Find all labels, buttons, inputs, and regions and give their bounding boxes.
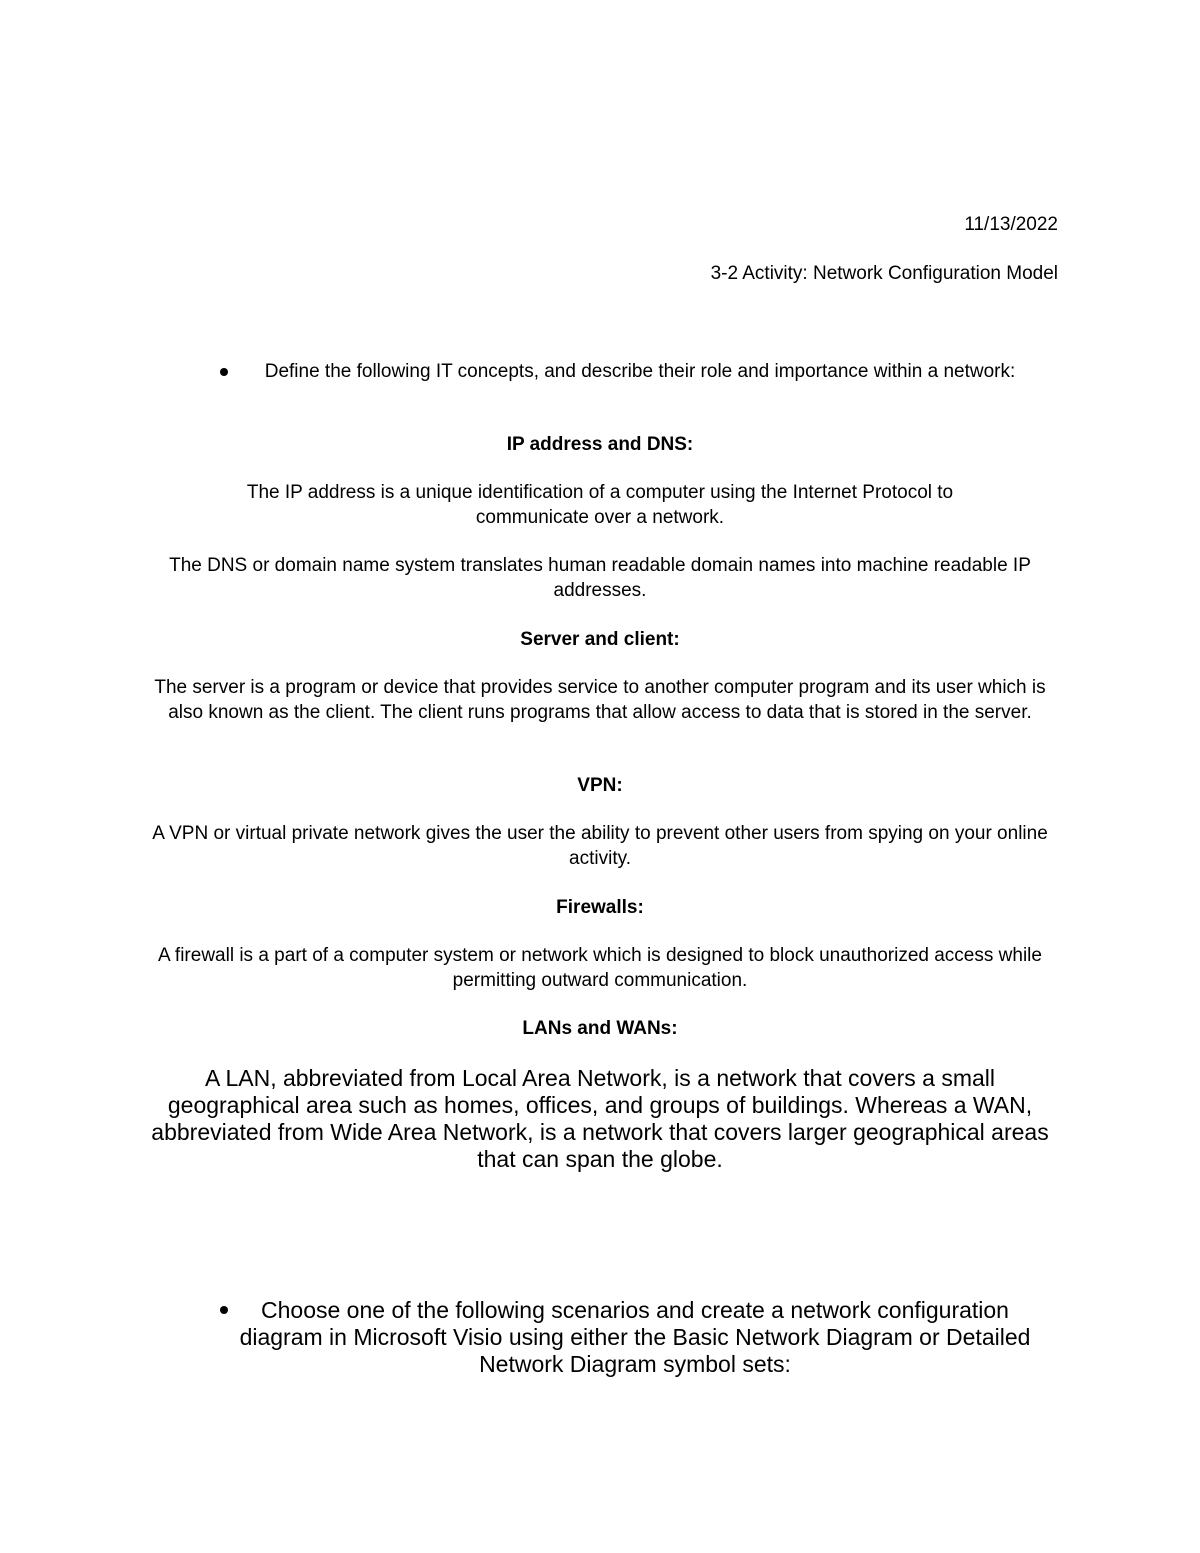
section-heading-ip-dns: IP address and DNS: [506, 434, 694, 455]
document-title: 3-2 Activity: Network Configuration Model [710, 263, 1058, 284]
paragraph-ip-address: The IP address is a unique identification of a computer using the Internet Protocol to communicate over a network. [246, 482, 954, 528]
paragraph-vpn: A VPN or virtual private network gives the user the ability to prevent other users from spying on your online activity. [152, 823, 1048, 869]
section-heading-lans-wans: LANs and WANs: [522, 1018, 678, 1039]
paragraph-lans-wans: A LAN, abbreviated from Local Area Network, is a network that covers a small geographical area such as homes, offices, and groups of buildings. Whereas a WAN, abbreviated from Wide Area Network, is a network that covers larger geographical areas that can span the globe. [151, 1065, 1049, 1172]
section-heading-server-client: Server and client: [520, 629, 680, 650]
bullet-instruction-1: Define the following IT concepts, and describe their role and importance within a network: [264, 361, 1016, 382]
document-date: 11/13/2022 [964, 214, 1058, 235]
paragraph-dns: The DNS or domain name system translates human readable domain names into machine readable IP addresses. [169, 555, 1031, 601]
section-heading-firewalls: Firewalls: [556, 897, 644, 918]
bullet-point [220, 368, 228, 376]
section-heading-vpn: VPN: [577, 775, 623, 796]
bullet-instruction-2: Choose one of the following scenarios and create a network configuration diagram in Microsoft Visio using either the Basic Network Diagram or Detailed Network Diagram symbol sets: [239, 1297, 1031, 1377]
paragraph-server-client: The server is a program or device that provides service to another computer program and its user which is also known as the client. The client runs programs that allow access to data that is stored in the server. [154, 677, 1046, 723]
paragraph-firewalls: A firewall is a part of a computer system or network which is designed to block unauthorized access while permitting outward communication. [158, 945, 1042, 991]
